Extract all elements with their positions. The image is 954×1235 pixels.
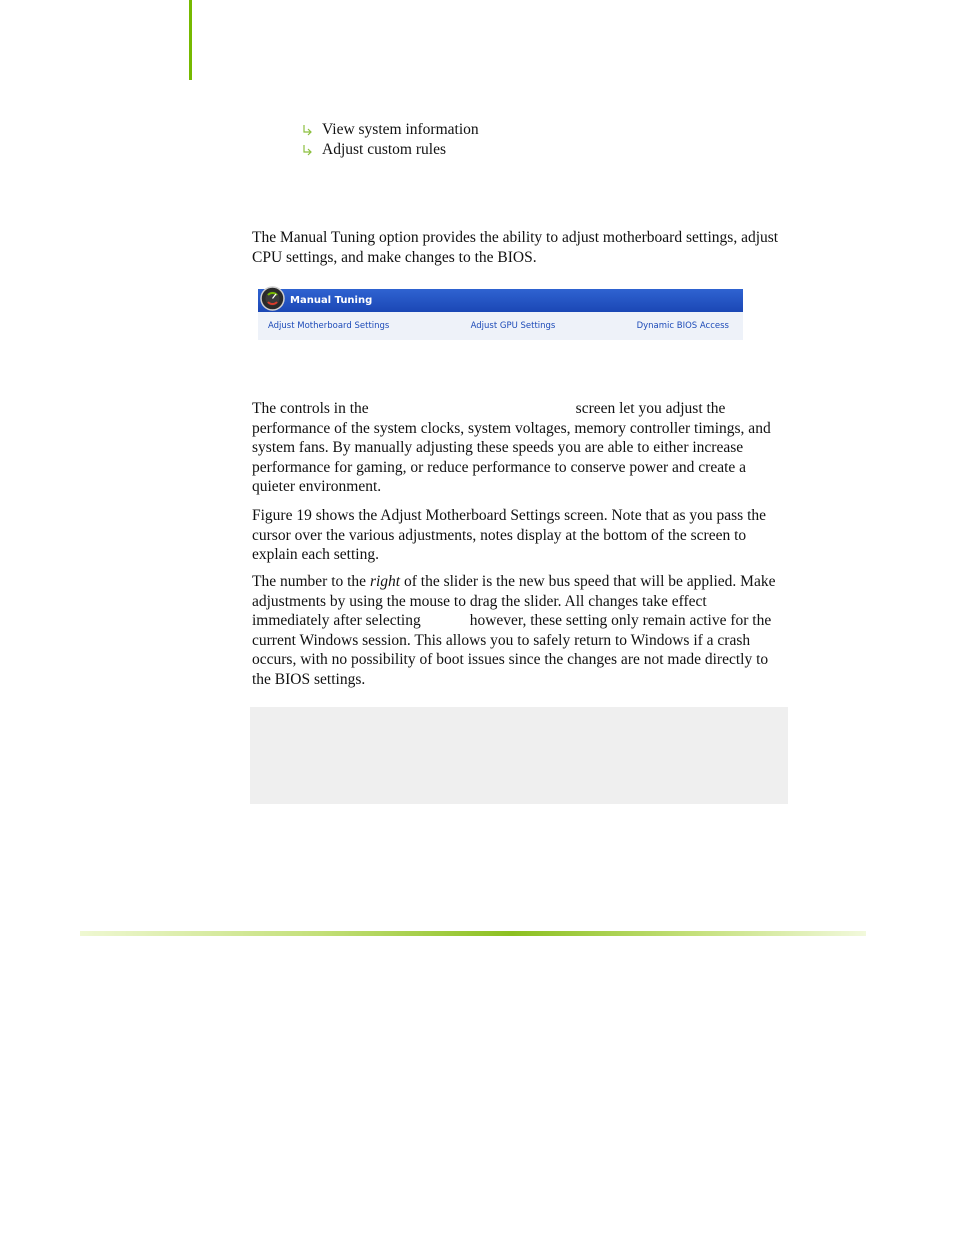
panel-title: Manual Tuning <box>290 295 373 306</box>
intro-paragraph: The Manual Tuning option provides the ability to adjust motherboard settings, adjust CPU settings, and make changes to the BIOS. <box>252 229 779 266</box>
manual-tuning-links <box>258 312 743 340</box>
slider-paragraph <box>252 572 787 689</box>
manual-tuning-header <box>258 289 743 312</box>
slider-after: however, these setting only remain active for the current Windows session. This allows you to safely return to Windows if a crash occurs, with no possibility of boot issues since the changes are not made directly to the BIOS settings. <box>252 612 772 688</box>
arrow-icon <box>302 124 315 137</box>
slider-before: The number to the <box>252 573 367 590</box>
bullet-list <box>302 120 479 160</box>
adjust-motherboard-settings-link[interactable]: Adjust Motherboard Settings <box>268 321 390 331</box>
controls-paragraph <box>252 399 787 497</box>
bullet-text: Adjust custom rules <box>322 141 446 158</box>
footer-rule <box>80 931 866 936</box>
bullet-text: View system information <box>322 121 479 138</box>
gauge-icon <box>260 286 285 311</box>
figure-paragraph: Figure 19 shows the Adjust Motherboard Settings screen. Note that as you pass the cursor over the various adjustments, notes display at the bottom of the screen to explain each setting. <box>252 507 767 563</box>
adjust-gpu-settings-link[interactable]: Adjust GPU Settings <box>470 321 556 331</box>
margin-accent-bar <box>189 0 192 80</box>
list-item <box>302 140 479 160</box>
arrow-icon <box>302 144 315 157</box>
list-item <box>302 120 479 140</box>
controls-rest: screen let you adjust the performance of the system clocks, system voltages, memory controller timings, and system fans. By manually adjusting these speeds you are able to either increase performance for gaming, or reduce performance to conserve power and create a quieter environment. <box>252 400 771 495</box>
dynamic-bios-access-link[interactable]: Dynamic BIOS Access <box>636 321 729 331</box>
controls-lead: The controls in the <box>252 400 369 417</box>
slider-middle: of the slider is the new bus speed that will be applied. Make adjustments by using the mouse to drag the slider. All changes take effect immediately after selecting <box>252 573 776 629</box>
manual-tuning-panel <box>258 289 743 340</box>
slider-emphasis: right <box>369 573 401 590</box>
note-box <box>250 707 788 804</box>
